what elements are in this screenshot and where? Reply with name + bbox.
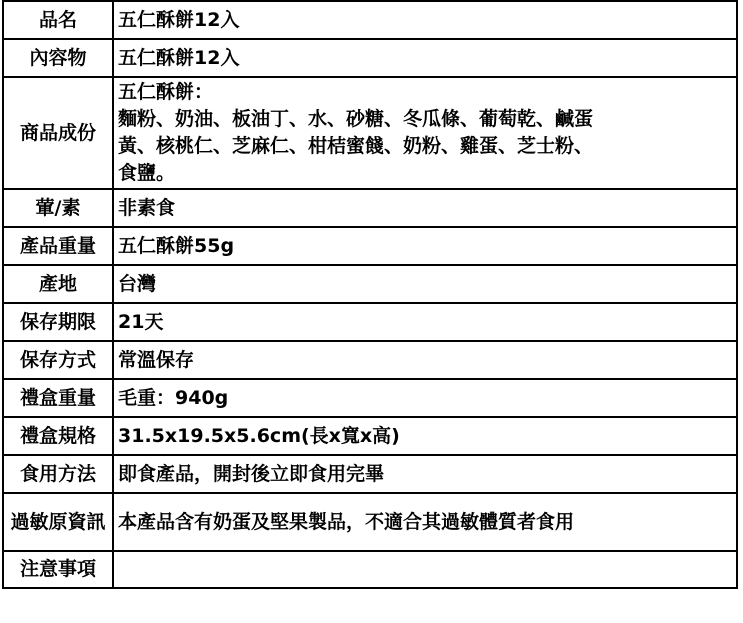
table-row-gift-box-size <box>3 417 737 455</box>
row-label: 商品成份 <box>3 77 113 189</box>
row-value: 本產品含有奶蛋及堅果製品，不適合其過敏體質者食用 <box>113 493 737 551</box>
row-label: 葷/素 <box>3 189 113 227</box>
row-value: 五仁酥餅12入 <box>113 39 737 77</box>
row-label: 產地 <box>3 265 113 303</box>
row-label: 品名 <box>3 1 113 39</box>
ingredients-line: 麵粉、奶油、板油丁、水、砂糖、冬瓜條、葡萄乾、鹹蛋 <box>118 108 594 130</box>
row-value: 毛重：940g <box>113 379 737 417</box>
table-row-gift-box-weight <box>3 379 737 417</box>
table-row-usage <box>3 455 737 493</box>
row-value: 台灣 <box>113 265 737 303</box>
table-row-shelf-life <box>3 303 737 341</box>
table-row-notes <box>3 551 737 588</box>
row-label: 食用方法 <box>3 455 113 493</box>
row-value: 31.5x19.5x5.6cm(長x寬x高) <box>113 417 737 455</box>
table-row-vegetarian <box>3 189 737 227</box>
row-value <box>113 551 737 588</box>
row-value-ingredients <box>113 77 737 189</box>
table-row-contents <box>3 39 737 77</box>
row-value: 即食產品，開封後立即食用完畢 <box>113 455 737 493</box>
table-row-product-weight <box>3 227 737 265</box>
row-label: 內容物 <box>3 39 113 77</box>
ingredients-line: 黃、核桃仁、芝麻仁、柑桔蜜餞、奶粉、雞蛋、芝士粉、 <box>118 135 594 157</box>
table-row-allergen <box>3 493 737 551</box>
row-label: 產品重量 <box>3 227 113 265</box>
table-row-product-name <box>3 1 737 39</box>
row-label: 保存期限 <box>3 303 113 341</box>
row-value: 非素食 <box>113 189 737 227</box>
row-value: 常溫保存 <box>113 341 737 379</box>
row-value: 21天 <box>113 303 737 341</box>
table-row-storage <box>3 341 737 379</box>
table-row-origin <box>3 265 737 303</box>
row-label: 禮盒重量 <box>3 379 113 417</box>
row-label: 保存方式 <box>3 341 113 379</box>
product-spec-table <box>2 0 738 589</box>
row-label: 禮盒規格 <box>3 417 113 455</box>
table-row-ingredients <box>3 77 737 189</box>
ingredients-line: 食鹽。 <box>118 162 176 184</box>
row-value: 五仁酥餅12入 <box>113 1 737 39</box>
row-label: 過敏原資訊 <box>3 493 113 551</box>
ingredients-line: 五仁酥餅： <box>118 81 214 103</box>
row-label: 注意事項 <box>3 551 113 588</box>
row-value: 五仁酥餅55g <box>113 227 737 265</box>
